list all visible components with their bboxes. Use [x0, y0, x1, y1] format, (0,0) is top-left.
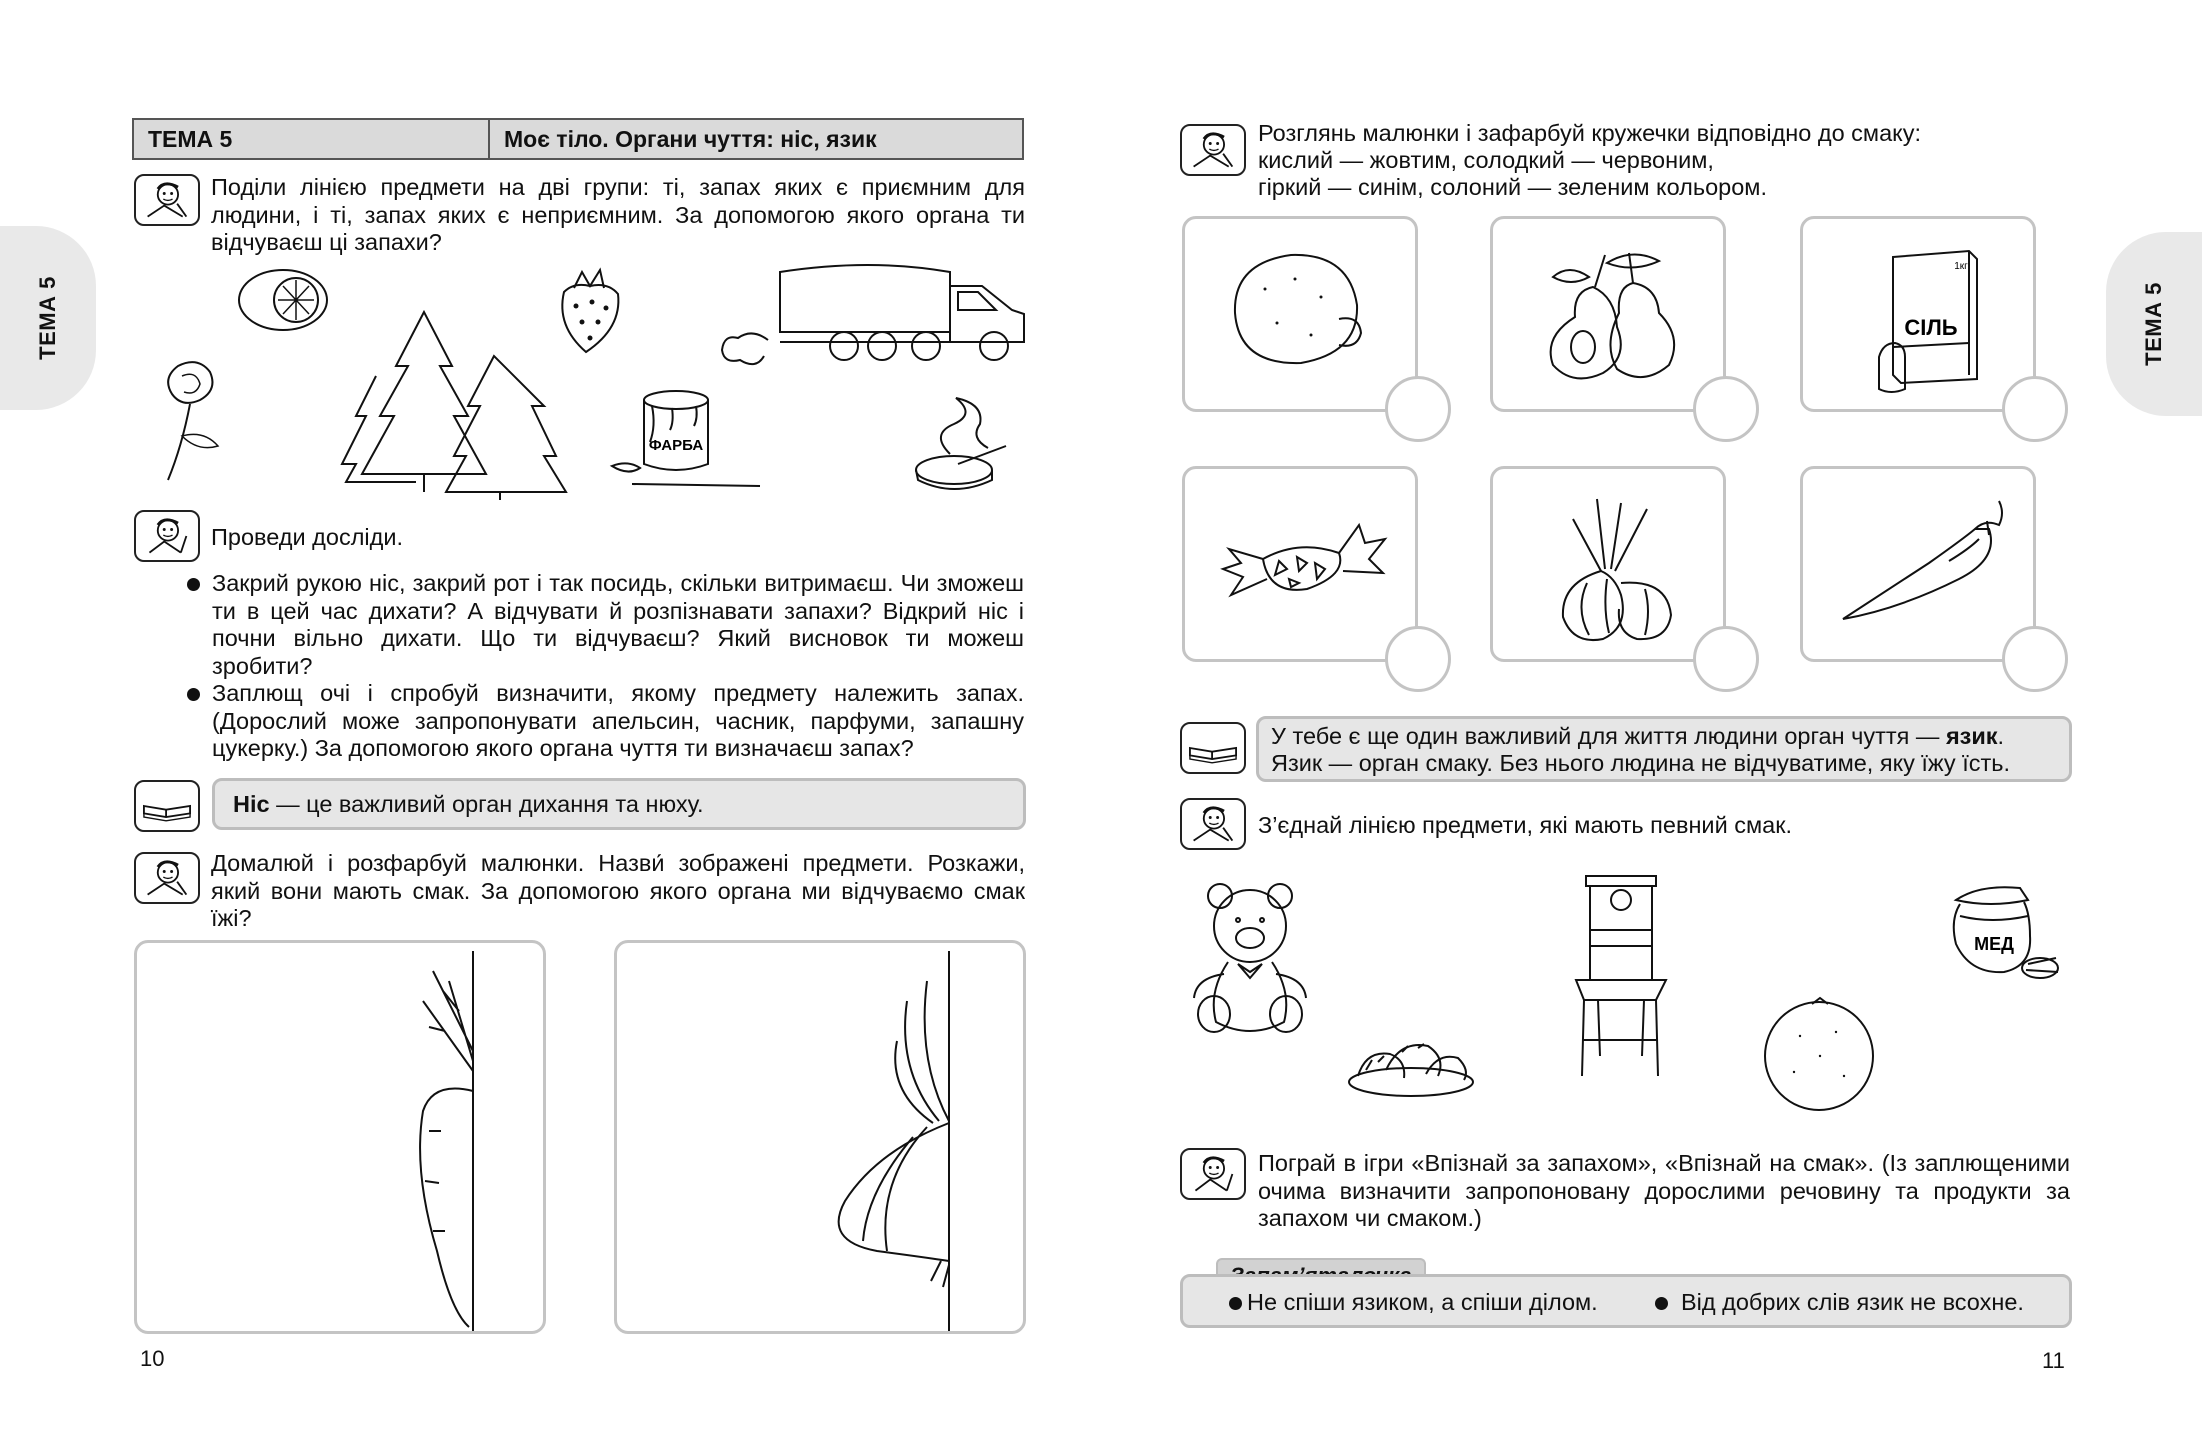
task-icon — [134, 510, 200, 562]
info-nose-rest: — це важливий орган дихання та нюху. — [269, 791, 704, 817]
info-tongue-line1-end: . — [1997, 723, 2005, 749]
taste-circle-lemon[interactable] — [1385, 376, 1451, 442]
task-icon — [1180, 798, 1246, 850]
drawing-frame-onion[interactable] — [614, 940, 1026, 1334]
task3-text: Домалюй і розфарбуй малюнки. Назви́ зображені предмети. Розкажи, який вони мають смак. За допомогою якого органа ми відчуваємо смак їжі? — [211, 850, 1025, 931]
taste-frame-lemon — [1182, 216, 1418, 412]
child-writing-icon — [1182, 800, 1244, 848]
taste-frame-candy — [1182, 466, 1418, 662]
task-icon — [134, 852, 200, 904]
child-writing-icon — [136, 176, 198, 224]
topic-number: ТЕМА 5 — [134, 120, 490, 158]
orange-drawing[interactable] — [1760, 996, 1878, 1112]
bullet2-text: Заплющ очі і спробуй визначити, якому предмету належить запах. (Дорослий може запропонувати апельсин, часник, парфуми, запашну цукерку.) За допомогою якого органа чуття ти визначаєш запах? — [212, 680, 1024, 761]
memo-box — [1180, 1274, 2072, 1328]
chair-drawing[interactable] — [1566, 870, 1676, 1080]
ashtray-cigarette-drawing — [910, 394, 1010, 496]
open-book-icon — [1182, 724, 1244, 772]
task1-text: Поділи лінією предмети на дві групи: ті, запах яких є приємним для людини, і ті, запах яких є неприємним. За допомогою якого органа ти відчуваєш ці запахи? — [211, 174, 1025, 255]
info-nose-text — [233, 791, 704, 819]
side-tab-right — [2106, 232, 2202, 416]
side-tab-left — [0, 226, 96, 410]
info-tongue-line1 — [1271, 723, 2004, 751]
right-task3-text: Пограй в ігри «Впізнай за запахом», «Впізнай на смак». (Із заплющеними очима визначити запропоновану дорослими речовину та продукти за запахом чи смаком.) — [1258, 1150, 2070, 1231]
bullet-dot — [1229, 1297, 1242, 1310]
fir-trees-drawing — [336, 306, 584, 502]
right-task1-line3: гіркий — синім, солоний — зеленим кольором. — [1258, 174, 1767, 200]
child-thinking-icon — [1182, 1150, 1244, 1198]
info-tongue-bold: язик — [1945, 723, 1998, 749]
half-onion-drawing — [727, 951, 953, 1331]
child-writing-icon — [1182, 126, 1244, 174]
task-icon — [1180, 124, 1246, 176]
info-icon — [1180, 722, 1246, 774]
info-nose-bold: Ніс — [233, 791, 270, 817]
taste-circle-salt[interactable] — [2002, 376, 2068, 442]
strawberry-drawing — [552, 266, 628, 356]
bullet-dot — [187, 578, 200, 591]
half-carrot-drawing — [273, 951, 473, 1331]
task-icon — [1180, 1148, 1246, 1200]
topic-title: Моє тіло. Органи чуття: ніс, язик — [504, 126, 877, 152]
taste-circle-pepper[interactable] — [2002, 626, 2068, 692]
taste-frame-garlic — [1490, 466, 1726, 662]
topic-header — [132, 118, 1024, 160]
truck-drawing — [720, 256, 1030, 376]
taste-circle-garlic[interactable] — [1693, 626, 1759, 692]
salt-weight: 1кг — [1954, 261, 1968, 272]
paint-can-drawing — [612, 386, 764, 496]
taste-frame-pepper — [1800, 466, 2036, 662]
right-task1-line2: кислий — жовтим, солодкий — червоним, — [1258, 147, 1714, 173]
taste-frame-pears — [1490, 216, 1726, 412]
taste-circle-pears[interactable] — [1693, 376, 1759, 442]
salt-pack-drawing — [1873, 239, 1993, 399]
bullet-dot — [187, 688, 200, 701]
page-number-right: 11 — [2042, 1348, 2065, 1373]
info-tongue-line1-start: У тебе є ще один важливий для життя людини орган чуття — — [1271, 723, 1946, 749]
lemon-slice-drawing — [236, 266, 330, 334]
info-box-tongue — [1256, 716, 2072, 782]
task2-text: Проведи досліди. — [211, 524, 404, 550]
bullet1-text: Закрий рукою ніс, закрий рот і так посидь, скільки витримаєш. Чи зможеш ти в цей час дихати? А відчувати й розпізнавати запахи? Відкрий ніс і почни вільно дихати. Що ти відчуваєш? Який висновок ти можеш зробити? — [212, 570, 1024, 679]
taste-frame-salt — [1800, 216, 2036, 412]
right-task1-line1: Розглянь малюнки і зафарбуй кружечки відповідно до смаку: — [1258, 120, 1921, 146]
honey-label: МЕД — [1974, 934, 2014, 954]
pears-drawing — [1533, 247, 1693, 387]
info-icon — [134, 780, 200, 832]
info-box-nose — [212, 778, 1026, 830]
child-writing-icon — [136, 854, 198, 902]
open-book-icon — [136, 782, 198, 830]
memo-item-2: Від добрих слів язик не всохне. — [1681, 1289, 2024, 1315]
teddy-bear-drawing[interactable] — [1188, 882, 1314, 1042]
child-thinking-icon — [136, 512, 198, 560]
lemon-drawing — [1225, 249, 1371, 369]
candy-drawing — [1219, 519, 1389, 611]
rose-drawing — [152, 356, 232, 486]
side-tab-label: ТЕМА 5 — [2141, 282, 2166, 366]
garlic-drawing — [1557, 499, 1677, 645]
side-tab-label: ТЕМА 5 — [35, 276, 60, 360]
info-tongue-line2: Язик — орган смаку. Без нього людина не відчуватиме, яку їжу їсть. — [1271, 750, 2011, 776]
bullet-dot — [1655, 1297, 1668, 1310]
task-icon — [134, 174, 200, 226]
page-number-left: 10 — [140, 1346, 165, 1371]
memo-item-1: Не спіши язиком, а спіши ділом. — [1247, 1289, 1598, 1315]
honey-pot-drawing[interactable] — [1946, 880, 2060, 980]
right-task2-text: З’єднай лінією предмети, які мають певний смак. — [1258, 812, 1793, 838]
salt-label: СІЛЬ — [1904, 315, 1958, 340]
paint-can-label: ФАРБА — [648, 437, 704, 454]
drawing-frame-carrot[interactable] — [134, 940, 546, 1334]
chili-pepper-drawing — [1839, 499, 2011, 625]
taste-circle-candy[interactable] — [1385, 626, 1451, 692]
dumplings-plate-drawing[interactable] — [1346, 1030, 1476, 1100]
